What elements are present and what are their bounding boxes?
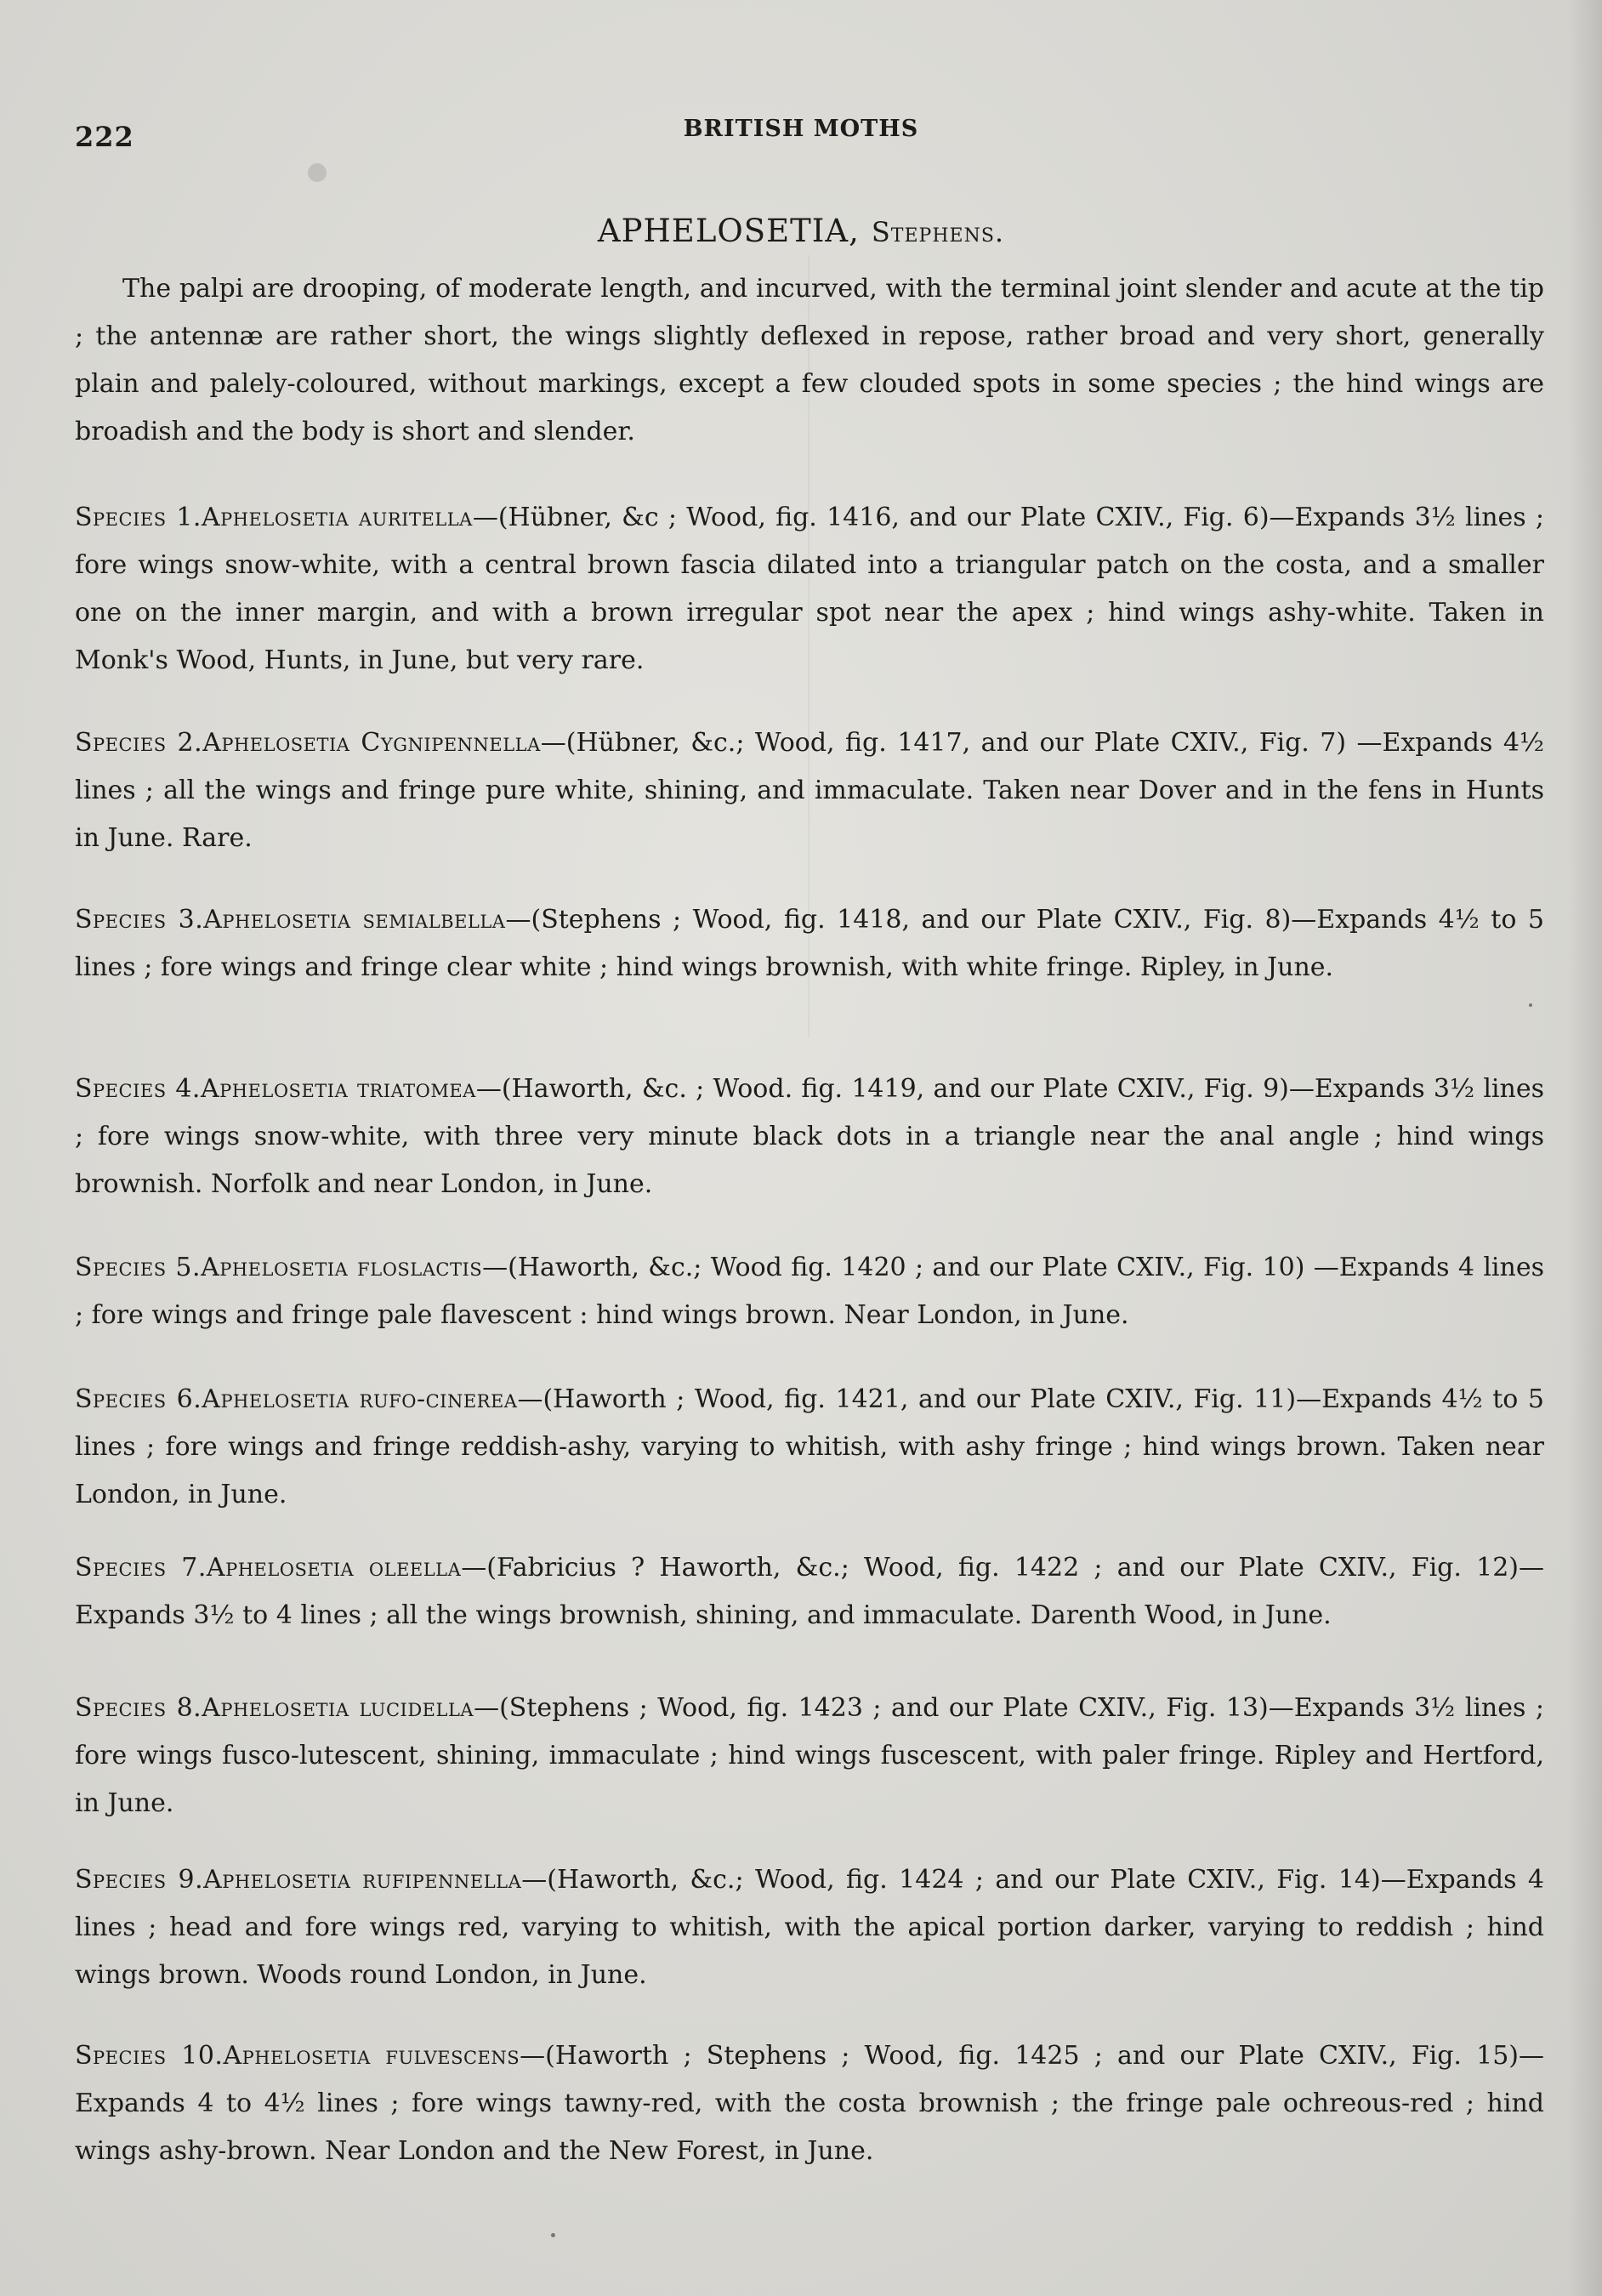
species-entry xyxy=(75,896,1544,992)
species-entry xyxy=(75,719,1544,862)
species-entry xyxy=(75,1244,1544,1339)
genus-author: Stephens. xyxy=(871,216,1005,248)
species-entry xyxy=(75,1066,1544,1208)
species-label: Species 5. xyxy=(75,1253,202,1282)
species-label: Species 10. xyxy=(75,2041,224,2071)
species-text: —(Stephens ; Wood, fig. 1418, and our Plate CXIV., Fig. 8)—Expands 4½ to 5 lines ; fore wings and fringe clear white ; hind wings brownish, with white fringe. Ripley, in June. xyxy=(75,905,1545,982)
species-label: Species 8. xyxy=(75,1693,202,1723)
species-label: Species 3. xyxy=(75,905,204,935)
species-text: —(Fabricius ? Haworth, &c.; Wood, fig. 1422 ; and our Plate CXIV., Fig. 12)—Expands 3½ to 4 lines ; all the wings brownish, shining, and immaculate. Darenth Wood, in June. xyxy=(75,1553,1545,1630)
species-label: Species 2. xyxy=(75,728,203,758)
running-head: BRITISH MOTHS xyxy=(683,116,919,142)
species-label: Species 1. xyxy=(75,503,202,532)
species-name: Aphelosetia floslactis xyxy=(201,1253,483,1282)
species-name: Aphelosetia Cygnipennella xyxy=(202,728,541,758)
species-text: —(Haworth ; Stephens ; Wood, fig. 1425 ; and our Plate CXIV., Fig. 15)—Expands 4 to 4½ lines ; fore wings tawny-red, with the costa brownish ; the fringe pale ochreous-red ; hind wings ashy-brown. Near London and the New Forest, in June. xyxy=(75,2041,1544,2166)
species-name: Aphelosetia semialbella xyxy=(203,905,506,935)
species-name: Aphelosetia fulvescens xyxy=(223,2041,520,2071)
page-edge-shadow xyxy=(1568,0,1602,2296)
species-name: Aphelosetia lucidella xyxy=(202,1693,474,1723)
species-text: —(Haworth, &c.; Wood, fig. 1424 ; and our Plate CXIV., Fig. 14)—Expands 4 lines ; head and fore wings red, varying to whitish, with the apical portion darker, varying to reddish ; hind wings brown. Woods round London, in June. xyxy=(75,1865,1545,1990)
species-entry xyxy=(75,1544,1544,1640)
species-label: Species 7. xyxy=(75,1553,207,1583)
paper-blemish xyxy=(551,2233,555,2237)
species-name: Aphelosetia rufo-cinerea xyxy=(202,1384,518,1414)
paper-blemish xyxy=(1529,1003,1532,1007)
genus-description: The palpi are drooping, of moderate length, and incurved, with the terminal joint slender and acute at the tip ; the antennæ are rather short, the wings slightly deflexed in repose, rather broad and very short, generally plain and palely-coloured, without markings, except a few clouded spots in some species ; the hind wings are broadish and the body is short and slender. xyxy=(75,274,1544,446)
species-text: —(Haworth, &c. ; Wood. fig. 1419, and our Plate CXIV., Fig. 9)—Expands 3½ lines ; fore wings snow-white, with three very minute black dots in a triangle near the anal angle ; hind wings brownish. Norfolk and near London, in June. xyxy=(75,1074,1544,1199)
species-label: Species 4. xyxy=(75,1074,201,1104)
genus-heading xyxy=(0,213,1602,249)
species-entry xyxy=(75,1376,1544,1519)
species-label: Species 6. xyxy=(75,1384,202,1414)
species-label: Species 9. xyxy=(75,1865,204,1895)
species-text: —(Haworth, &c.; Wood fig. 1420 ; and our Plate CXIV., Fig. 10) —Expands 4 lines ; fore wings and fringe pale flavescent : hind wings brown. Near London, in June. xyxy=(75,1253,1544,1330)
genus-name: APHELOSETIA, xyxy=(597,213,860,249)
page-number: 222 xyxy=(75,121,134,153)
species-entry xyxy=(75,1856,1544,1999)
species-entry xyxy=(75,1685,1544,1827)
species-text: —(Stephens ; Wood, fig. 1423 ; and our Plate CXIV., Fig. 13)—Expands 3½ lines ; fore wings fusco-lutescent, shining, immaculate ; hind wings fuscescent, with paler fringe. Ripley and Hertford, in June. xyxy=(75,1693,1544,1818)
paper-blemish xyxy=(308,163,327,182)
species-name: Aphelosetia rufipennella xyxy=(203,1865,522,1895)
species-text: —(Hübner, &c ; Wood, fig. 1416, and our Plate CXIV., Fig. 6)—Expands 3½ lines ; fore wings snow-white, with a central brown fascia dilated into a triangular patch on the costa, and a smaller one on the inner margin, and with a brown irregular spot near the apex ; hind wings ashy-white. Taken in Monk's Wood, Hunts, in June, but very rare. xyxy=(75,503,1545,675)
species-name: Aphelosetia triatomea xyxy=(200,1074,476,1104)
species-entry xyxy=(75,494,1544,685)
species-text: —(Haworth ; Wood, fig. 1421, and our Plate CXIV., Fig. 11)—Expands 4½ to 5 lines ; fore wings and fringe reddish-ashy, varying to whitish, with ashy fringe ; hind wings brown. Taken near London, in June. xyxy=(75,1384,1545,1509)
species-text: —(Hübner, &c.; Wood, fig. 1417, and our Plate CXIV., Fig. 7) —Expands 4½ lines ; all the wings and fringe pure white, shining, and immaculate. Taken near Dover and in the fens in Hunts in June. Rare. xyxy=(75,728,1544,853)
species-name: Aphelosetia oleella xyxy=(206,1553,462,1583)
species-name: Aphelosetia auritella xyxy=(201,503,473,532)
species-entry xyxy=(75,2032,1544,2175)
